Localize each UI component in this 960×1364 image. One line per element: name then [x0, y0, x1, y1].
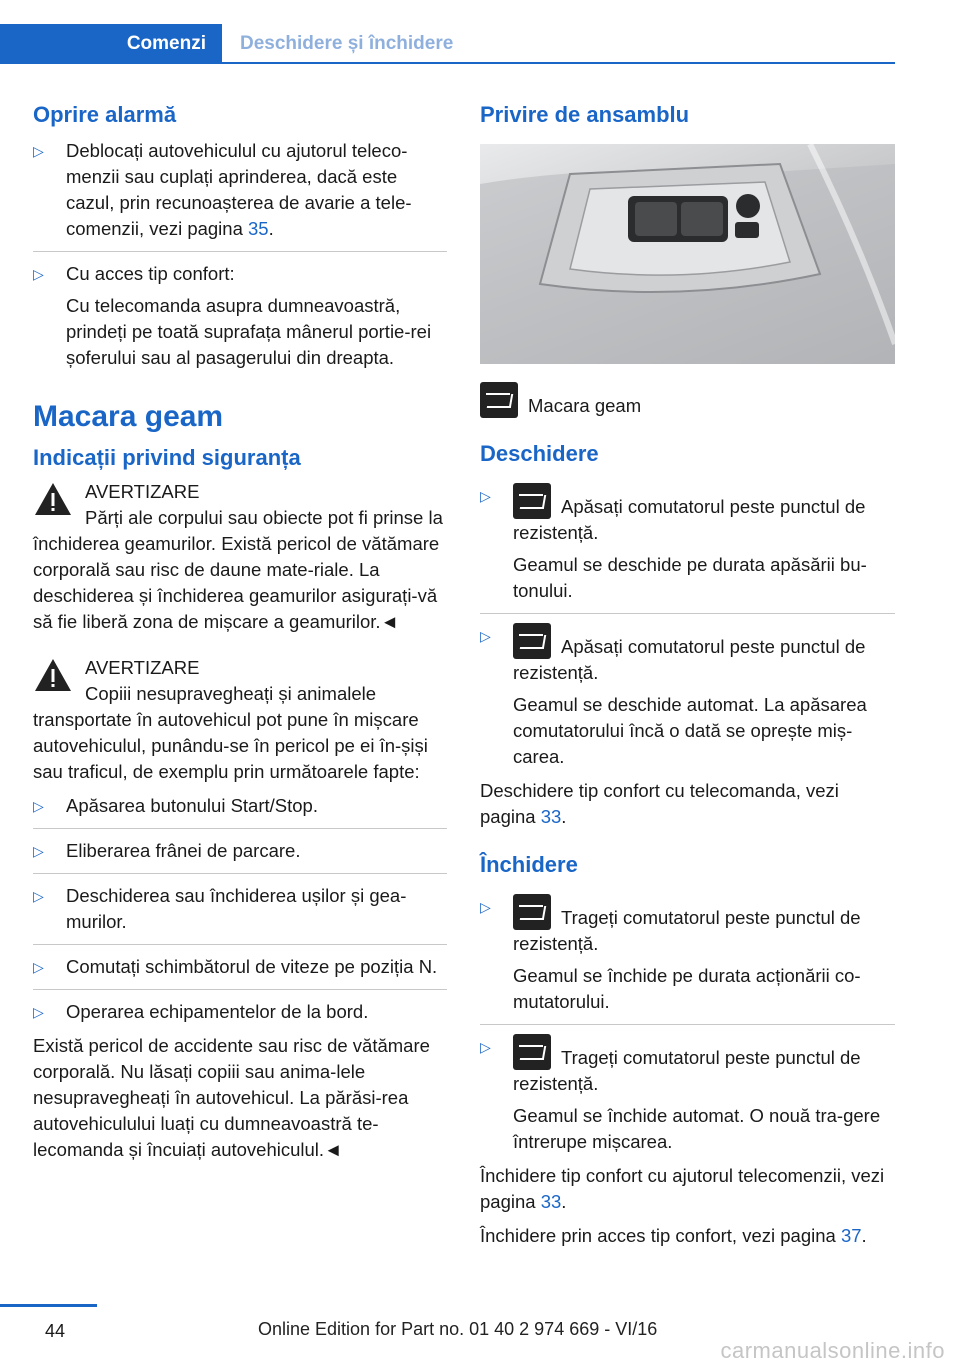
- header-tab-deschidere[interactable]: Deschidere și închidere: [240, 33, 454, 54]
- page-number: 44: [45, 1321, 66, 1341]
- list-item: ▷ Operarea echipamentelor de la bord.: [33, 999, 447, 1025]
- list-item: ▷ Apăsați comutatorul peste punctul de rezistență. Geamul se deschide pe durata apăsării bu-tonului.: [480, 483, 895, 604]
- section-title-alarm: Oprire alarmă: [33, 102, 177, 127]
- right-column: [480, 100, 895, 1249]
- warning-text: Copiii nesupravegheați și animalele transportate în autovehicul pot pune în mișcare autovehiculul, punându-se în pericol pe ei în-șiși sau traficul, de exemplu prin următoarele fapte:: [33, 683, 428, 782]
- bullet-arrow-icon: ▷: [480, 1039, 491, 1055]
- list-item: ▷ Cu acces tip confort: Cu telecomanda asupra dumneavoastră, prindeți pe toată suprafața mânerul portie-rei șoferului sau al pasagerului din dreapta.: [33, 263, 432, 368]
- window-switch-icon: [513, 483, 551, 519]
- window-switch-photo: [480, 144, 895, 364]
- list-item: ▷ Trageți comutatorul peste punctul de rezistență. Geamul se închide automat. O nouă tra-gere întrerupe mișcarea.: [480, 1034, 895, 1155]
- list-item: ▷ Eliberarea frânei de parcare.: [33, 838, 447, 864]
- header-tab-label: Comenzi: [126, 33, 206, 54]
- bullet-arrow-icon: ▷: [33, 266, 44, 282]
- bullet-arrow-icon: ▷: [33, 143, 44, 159]
- comfort-access-text: Închidere prin acces tip confort, vezi pagina 37.: [480, 1225, 867, 1246]
- list-item: ▷ Comutați schimbătorul de viteze pe poziția N.: [33, 954, 447, 980]
- window-switch-icon: [513, 1034, 551, 1070]
- bullet-arrow-icon: ▷: [33, 843, 44, 859]
- warning-label: AVERTIZARE: [85, 657, 200, 678]
- bullet-arrow-icon: ▷: [33, 798, 44, 814]
- bullet-arrow-icon: ▷: [33, 959, 44, 975]
- list-item: ▷ Apăsați comutatorul peste punctul de rezistență. Geamul se deschide automat. La apăsarea comutatorului încă o dată se oprește miș-carea.: [480, 623, 895, 770]
- watermark: carmanualsonline.info: [720, 1338, 945, 1363]
- warning-triangle-icon: [33, 657, 73, 693]
- list-item: ▷ Deschiderea sau închiderea ușilor și gea-murilor.: [33, 885, 407, 932]
- warning-text: Părți ale corpului sau obiecte pot fi prinse la închiderea geamurilor. Există pericol de vătămare corporală sau risc de daune mate-riale. La deschiderea și închiderea geamurilor asigurați-vă să fie liberă zona de mișcare a geamurilor.◄: [33, 507, 443, 632]
- section-title-overview: Privire de ansamblu: [480, 102, 690, 127]
- bullet-arrow-icon: ▷: [480, 488, 491, 504]
- left-column: [33, 100, 447, 1163]
- warning-block: [33, 655, 447, 681]
- bullet-arrow-icon: ▷: [480, 899, 491, 915]
- section-title-safety: Indicații privind siguranța: [33, 445, 301, 470]
- edition-text: Online Edition for Part no. 01 40 2 974 669 - VI/16: [258, 1319, 658, 1339]
- list-item: ▷ Apăsarea butonului Start/Stop.: [33, 793, 447, 819]
- section-title-open: Deschidere: [480, 441, 599, 466]
- window-switch-icon: [513, 623, 551, 659]
- warning-label: AVERTIZARE: [85, 481, 200, 502]
- page-header: [0, 24, 895, 64]
- page-link[interactable]: 33: [540, 806, 562, 827]
- footer-rule: [0, 1304, 97, 1307]
- warning-block: [33, 479, 447, 505]
- chapter-title: Macara geam: [33, 400, 224, 433]
- bullet-arrow-icon: ▷: [33, 888, 44, 904]
- window-switch-icon: [480, 382, 518, 418]
- bullet-arrow-icon: ▷: [33, 1004, 44, 1020]
- warning-triangle-icon: [33, 481, 73, 517]
- section-title-close: Închidere: [480, 852, 578, 877]
- warning-end-text: Există pericol de accidente sau risc de vătămare corporală. Nu lăsați copiii sau anima-lele nesupravegheați în autovehicul. La părăsi-rea autovehiculului luați cu dumneavoastră te-lecomanda și încuiați autovehiculul.◄: [33, 1035, 430, 1160]
- bullet-arrow-icon: ▷: [480, 628, 491, 644]
- list-item: ▷ Trageți comutatorul peste punctul de rezistență. Geamul se închide pe durata acționării co-mutatorului.: [480, 894, 895, 1015]
- comfort-open-text: Deschidere tip confort cu telecomanda, vezi pagina 33.: [480, 780, 839, 827]
- list-item: ▷ Deblocați autovehiculul cu ajutorul teleco-menzii sau cuplați aprinderea, dacă este cazul, prin recunoașterea de avarie a tele-comenzii, vezi pagina 35.: [33, 140, 412, 239]
- comfort-close-text: Închidere tip confort cu ajutorul telecomenzii, vezi pagina 33.: [480, 1165, 885, 1212]
- header-tab-comenzi[interactable]: [0, 24, 222, 62]
- page-link[interactable]: 35: [248, 218, 269, 239]
- photo-caption: Macara geam: [480, 382, 895, 419]
- page-link[interactable]: 37: [840, 1225, 862, 1246]
- door-panel-illustration: [480, 144, 895, 364]
- page-link[interactable]: 33: [540, 1191, 562, 1212]
- window-switch-icon: [513, 894, 551, 930]
